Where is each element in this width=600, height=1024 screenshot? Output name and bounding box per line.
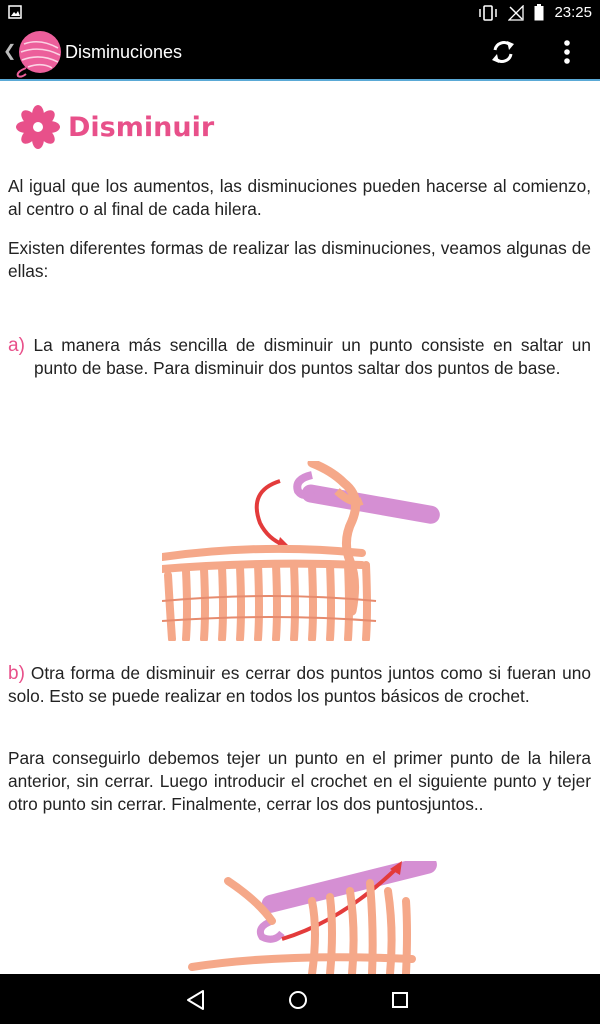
method-b-letter: b) <box>8 663 25 684</box>
image-icon <box>8 5 22 19</box>
clock: 23:25 <box>554 4 592 21</box>
method-b-detail-paragraph: Para conseguirlo debemos tejer un punto en el primer punto de la hilera anterior, sin cerrar. Luego introducir el crochet en el siguiente punto y tejer otro punto sin cerrar. Finalmente, cerrar los dos puntosjuntos.. <box>8 748 591 814</box>
app-bar-title: Disminuciones <box>65 42 183 62</box>
vibrate-icon <box>478 5 498 21</box>
method-a-letter: a) <box>8 335 25 356</box>
home-icon[interactable] <box>286 988 310 1012</box>
decrease-join-stitches-illustration <box>162 861 442 974</box>
intro-paragraph-1: Al igual que los aumentos, las disminuciones pueden hacerse al comienzo, al centro o al final de cada hilera. <box>8 176 591 219</box>
yarn-ball-logo[interactable] <box>12 28 64 78</box>
decrease-skip-stitch-illustration <box>162 461 442 641</box>
flower-icon <box>14 105 62 149</box>
up-chevron-icon[interactable]: ❮ <box>3 43 17 60</box>
navigation-bar <box>0 974 600 1024</box>
no-signal-icon <box>508 5 524 21</box>
battery-icon <box>534 4 544 21</box>
app-bar <box>0 25 600 79</box>
method-b-paragraph <box>8 662 591 708</box>
status-bar <box>0 0 600 25</box>
section-heading <box>14 105 214 149</box>
overflow-menu-icon[interactable] <box>556 37 578 67</box>
refresh-icon[interactable] <box>489 38 517 66</box>
method-a-text: La manera más sencilla de disminuir un punto consiste en saltar un punto de base. Para disminuir dos puntos saltar dos puntos de base. <box>33 335 591 378</box>
article-content[interactable] <box>0 81 600 974</box>
intro-paragraph-2: Existen diferentes formas de realizar las disminuciones, veamos algunas de ellas: <box>8 238 591 281</box>
recents-icon[interactable] <box>388 988 412 1012</box>
back-icon[interactable] <box>184 988 208 1012</box>
method-a-paragraph <box>8 334 591 380</box>
method-b-text: Otra forma de disminuir es cerrar dos puntos juntos como si fueran uno solo. Esto se puede realizar en todos los puntos básicos de crochet. <box>8 663 591 706</box>
heading-text: Disminuir <box>68 111 215 143</box>
